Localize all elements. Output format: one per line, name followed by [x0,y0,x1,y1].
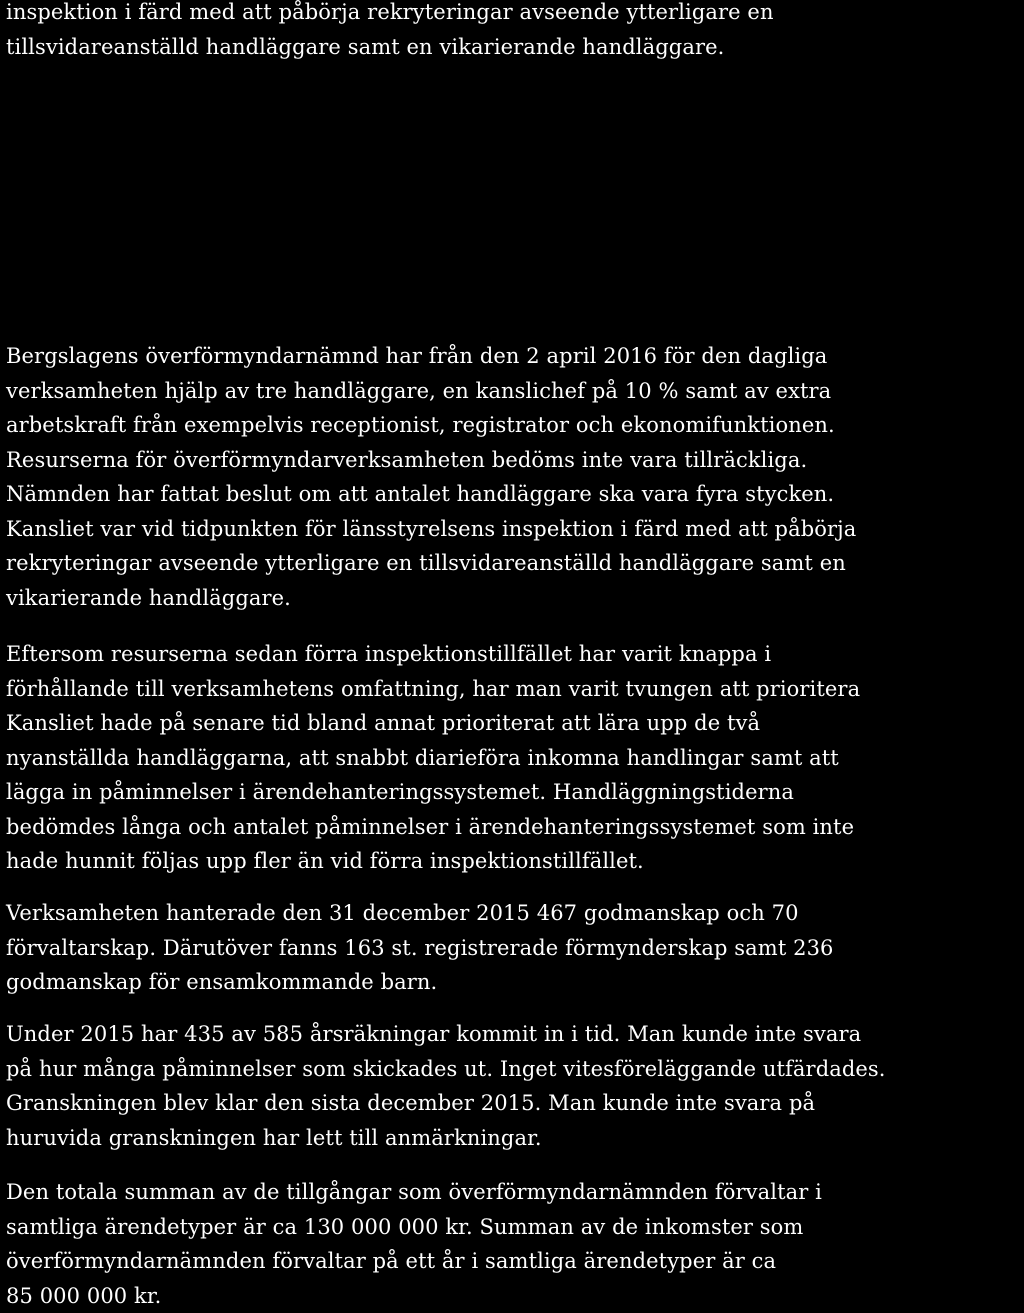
text-line: överförmyndarnämnden förvaltar på ett år i samtliga ärendetyper är ca [6,1244,1024,1279]
text-line: Under 2015 har 435 av 585 årsräkningar kommit in i tid. Man kunde inte svara [6,1017,1024,1052]
text-line: Granskningen blev klar den sista december 2015. Man kunde inte svara på [6,1086,1024,1121]
resources-paragraph [6,339,1024,615]
text-line: 85 000 000 kr. [6,1279,1024,1313]
text-line: Eftersom resurserna sedan förra inspektionstillfället har varit knappa i [6,637,1024,672]
top-fragment-paragraph [6,0,1024,64]
text-line: förvaltarskap. Därutöver fanns 163 st. registrerade förmynderskap samt 236 [6,931,1024,966]
text-line: inspektion i färd med att påbörja rekryteringar avseende ytterligare en [6,0,1024,30]
text-line: Resurserna för överförmyndarverksamheten bedöms inte vara tillräckliga. [6,443,1024,478]
annual-reports-paragraph [6,1017,1024,1155]
text-line: hade hunnit följas upp fler än vid förra inspektionstillfället. [6,844,1024,879]
text-line: godmanskap för ensamkommande barn. [6,965,1024,1000]
text-line: verksamheten hjälp av tre handläggare, en kanslichef på 10 % samt av extra [6,374,1024,409]
text-line: Kansliet var vid tidpunkten för länsstyrelsens inspektion i färd med att påbörja [6,512,1024,547]
text-line: rekryteringar avseende ytterligare en tillsvidareanställd handläggare samt en [6,546,1024,581]
text-line: arbetskraft från exempelvis receptionist, registrator och ekonomifunktionen. [6,408,1024,443]
priorities-paragraph [6,637,1024,879]
text-line: förhållande till verksamhetens omfattning, har man varit tvungen att prioritera [6,672,1024,707]
text-line: Nämnden har fattat beslut om att antalet handläggare ska vara fyra stycken. [6,477,1024,512]
text-line: bedömdes långa och antalet påminnelser i ärendehanteringssystemet som inte [6,810,1024,845]
text-line: tillsvidareanställd handläggare samt en vikarierande handläggare. [6,30,1024,65]
text-line: på hur många påminnelser som skickades ut. Inget vitesföreläggande utfärdades. [6,1052,1024,1087]
text-line: Kansliet hade på senare tid bland annat prioriterat att lära upp de två [6,706,1024,741]
text-line: lägga in påminnelser i ärendehanteringssystemet. Handläggningstiderna [6,775,1024,810]
assets-paragraph [6,1175,1024,1313]
text-line: samtliga ärendetyper är ca 130 000 000 kr. Summan av de inkomster som [6,1210,1024,1245]
text-line: Verksamheten hanterade den 31 december 2015 467 godmanskap och 70 [6,896,1024,931]
text-line: Bergslagens överförmyndarnämnd har från den 2 april 2016 för den dagliga [6,339,1024,374]
text-line: huruvida granskningen har lett till anmärkningar. [6,1121,1024,1156]
text-line: Den totala summan av de tillgångar som överförmyndarnämnden förvaltar i [6,1175,1024,1210]
text-line: vikarierande handläggare. [6,581,1024,616]
caseload-paragraph [6,896,1024,1000]
text-line: nyanställda handläggarna, att snabbt diarieföra inkomna handlingar samt att [6,741,1024,776]
